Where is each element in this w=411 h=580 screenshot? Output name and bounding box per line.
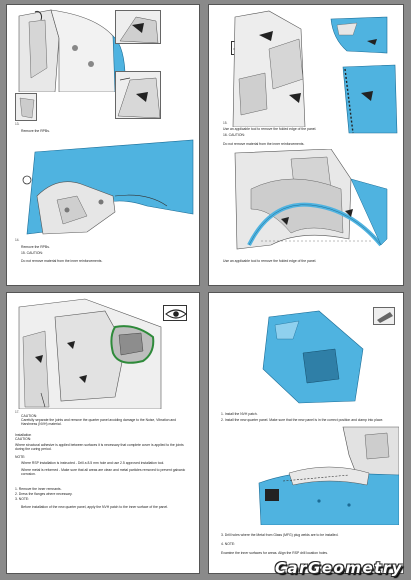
step-16-instruction: Use an applicable tool to remove the folded edge of the panel. [223,259,317,263]
figure-panel-inset-lower [339,63,399,135]
step-15-number: 15. [223,121,228,125]
step-14-text: Remove the RPBs. [21,245,50,249]
caution-label: CAUTION: [21,414,38,418]
installation-heading: Installation [15,433,32,437]
figure-new-quarter-panel [259,309,369,405]
step-13-number: 13. [15,122,20,126]
caution-label: 15. CAUTION: [21,251,43,255]
step-2-text: 2. Install the new quarter panel. Make sure that the new panel is in the correct position and clamp into place. [221,418,384,422]
step-17-number: 17. [15,410,20,414]
list-note-text: Before installation of the new quarter panel, apply the NVH patch to the inner surface of the panel. [21,505,169,509]
detail-inset-top [115,10,161,44]
step-14-number: 14. [15,238,20,242]
figure-wheel-arch-edge [231,149,391,253]
caution2-text: Where structural adhesive is applied between surfaces it is necessary that complete cover is applied to the joints during the curing period. [15,443,184,452]
step-4-note: 4. NOTE: [221,542,236,546]
list-item-1: 1. Remove the inner remnants. [15,487,62,491]
caution-text: Carefully separate the joints and remove the quarter panel avoiding damage to the Noise, Vibration and Harshness (NVH) material. [21,418,177,427]
nvh-patch-thumbnail [373,307,395,325]
figure-pillar-rear [229,9,309,127]
step-13-text: Remove the RPBs. [21,129,50,133]
figure-quarter-panel-lower [17,136,195,236]
step-16-caution: 16. CAUTION: [223,133,245,137]
list-item-2: 2. Dress the flanges where necessary. [15,492,73,496]
note-bullet-2: Where metal is reformed - Make sure that all areas are clean and metal particles removed to prevent galvanic corrosion. [21,468,186,477]
note-bullet-1: Where RSP installation is instructed - Drill a 8.5 mm hole and use 2.5 approved installation tool. [21,461,165,465]
detail-inset-bottom [115,71,161,119]
step-4-text: Examine the inner surfaces for areas. Align the RSP drill location holes. [221,551,328,555]
caution-note: Do not remove material from the inner reinforcements. [21,259,103,263]
step-16-text: Do not remove material from the inner reinforcements. [223,142,305,146]
manual-page-3 [6,292,200,574]
note-label: NOTE: [15,455,26,459]
figure-inner-structure-nvh [15,297,165,409]
eye-inspect-icon [163,305,187,321]
list-note-label: 3. NOTE: [15,497,30,501]
step-3-text: 3. Drill holes where the Metal from Glass (MFG) plug welds are to be installed. [221,533,339,537]
step-15-text: Use an applicable tool to remove the folded edge of the panel. [223,127,317,131]
figure-installed-quarter-panel [249,425,399,525]
step-1-text: 1. Install the NVH patch. [221,412,258,416]
figure-panel-inset-upper [317,15,389,55]
detail-inset-middle [15,93,37,121]
watermark-logo: CarGeometry [275,559,403,577]
manual-page-4 [208,292,404,574]
manual-page-2 [208,4,404,286]
caution2-label: CAUTION: [15,437,32,441]
manual-page-1 [6,4,200,286]
